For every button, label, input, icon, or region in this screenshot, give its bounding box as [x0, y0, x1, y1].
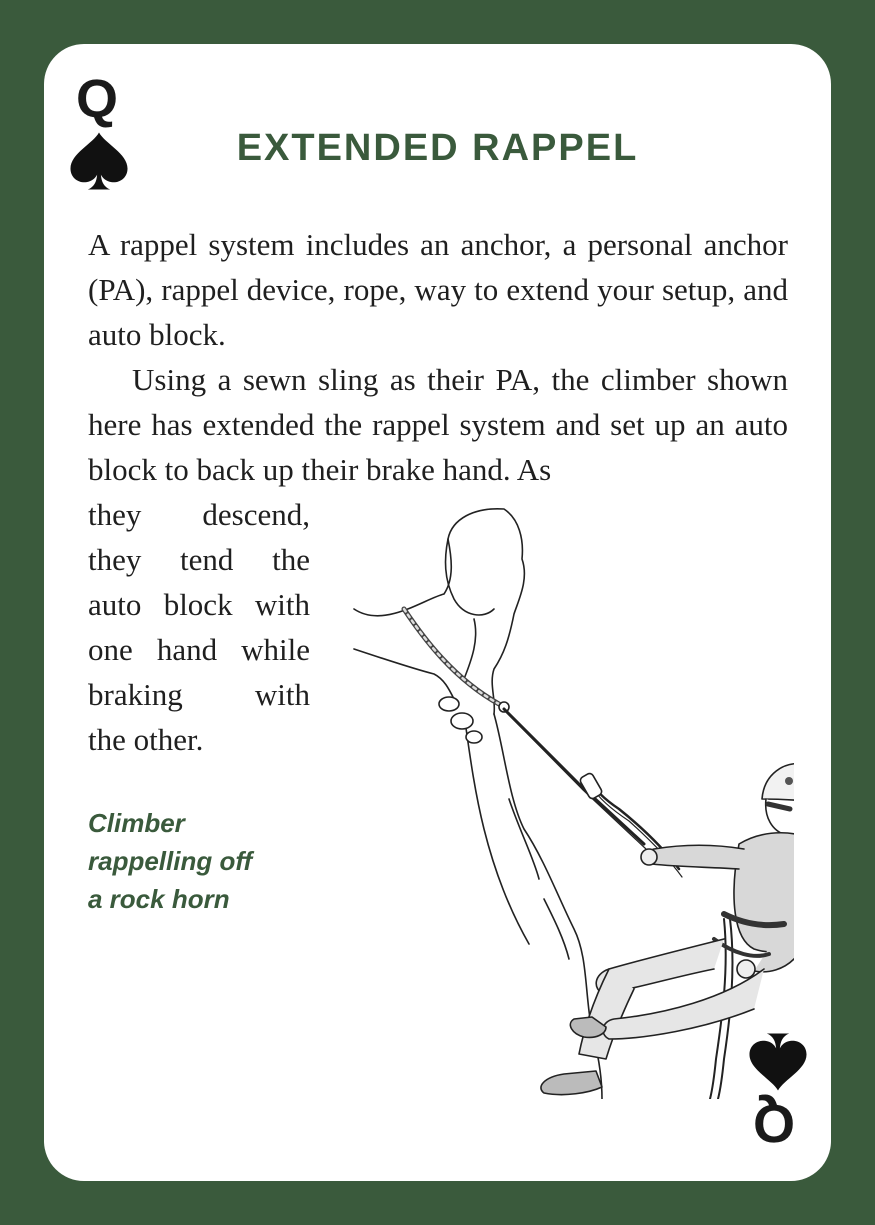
spade-icon: [747, 1031, 809, 1093]
paragraph-2-continued: [88, 492, 310, 762]
card-title: EXTENDED RAPPEL: [236, 127, 639, 169]
rank-top-left: Q: [76, 69, 119, 129]
text-line: one hand while: [88, 632, 310, 667]
paragraph-1: A rappel system includes an anchor, a personal anchor (PA), rappel device, rope, way to extend your setup, and auto block.: [88, 227, 788, 352]
playing-card: [44, 44, 831, 1181]
caption-line: Climber: [88, 808, 185, 838]
paragraph-2: Using a sewn sling as their PA, the climber shown here has extended the rappel system and set up an auto block to back up their brake hand. As: [88, 362, 788, 487]
caption-line: a rock horn: [88, 884, 230, 914]
card-body-text: [88, 222, 788, 492]
illustration-caption: [88, 804, 348, 918]
climber-rappelling-illustration: [344, 499, 794, 1099]
rank-bottom-right: Q: [753, 1093, 796, 1153]
caption-line: rappelling off: [88, 846, 253, 876]
text-line: they tend the: [88, 542, 310, 577]
text-line: auto block with: [88, 587, 310, 622]
text-line: braking with: [88, 677, 310, 712]
text-line: the other.: [88, 722, 204, 757]
text-line: they descend,: [88, 497, 310, 532]
